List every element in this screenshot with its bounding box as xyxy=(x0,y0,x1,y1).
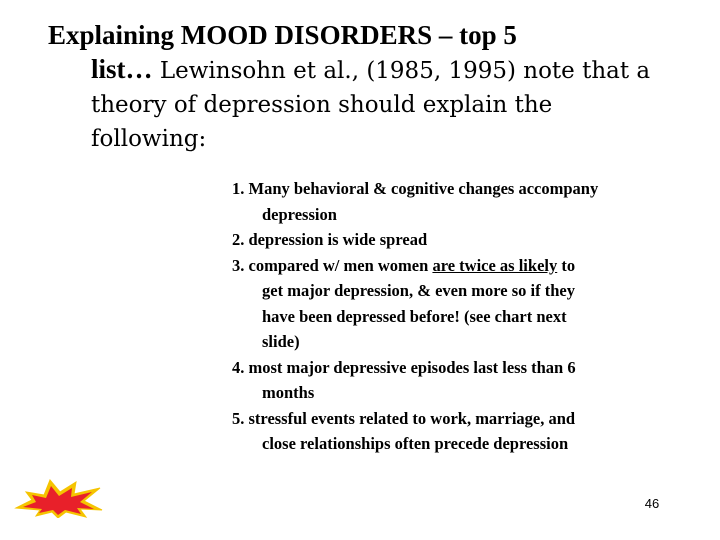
title-line-1: Explaining MOOD DISORDERS – top 5 xyxy=(48,20,517,50)
list-item-3-prefix: 3. compared w/ men women xyxy=(232,255,433,275)
list-item-3 xyxy=(232,253,712,355)
list-item-2-line-1: 2. depression is wide spread xyxy=(232,230,428,249)
starburst-icon xyxy=(14,474,104,518)
list-item-3-emphasis: are twice as likely xyxy=(432,255,558,275)
list-item-3-line-4: slide) xyxy=(262,332,300,351)
list-item-3-line-1 xyxy=(232,253,712,279)
list-item-5-line-2: close relationships often precede depression xyxy=(262,434,569,453)
numbered-list xyxy=(232,176,712,457)
list-item-3-suffix: to xyxy=(557,255,576,275)
slide-number: 46 xyxy=(644,496,660,511)
list-item-5-line-1: 5. stressful events related to work, marriage, and xyxy=(232,408,576,428)
slide-title xyxy=(48,18,688,156)
list-item-3-line-3: have been depressed before! (see chart next xyxy=(262,306,567,326)
list-item-4 xyxy=(232,355,712,406)
title-line-2-text: Lewinsohn et al., (1985, 1995) note that a xyxy=(152,58,651,84)
list-item-2 xyxy=(232,227,712,253)
title-line-2-bold: list… xyxy=(91,54,153,84)
title-line-4: following: xyxy=(91,126,207,152)
list-item-1 xyxy=(232,176,712,227)
list-item-3-line-2: get major depression, & even more so if they xyxy=(262,281,575,300)
list-item-4-line-2: months xyxy=(262,383,315,402)
title-line-2 xyxy=(48,52,688,88)
list-item-4-line-1: 4. most major depressive episodes last less than 6 xyxy=(232,357,576,377)
list-item-1-line-2: depression xyxy=(262,204,337,224)
list-item-5 xyxy=(232,406,712,457)
title-line-3: theory of depression should explain the xyxy=(91,92,553,118)
list-item-1-line-1: 1. Many behavioral & cognitive changes accompany xyxy=(232,179,599,198)
